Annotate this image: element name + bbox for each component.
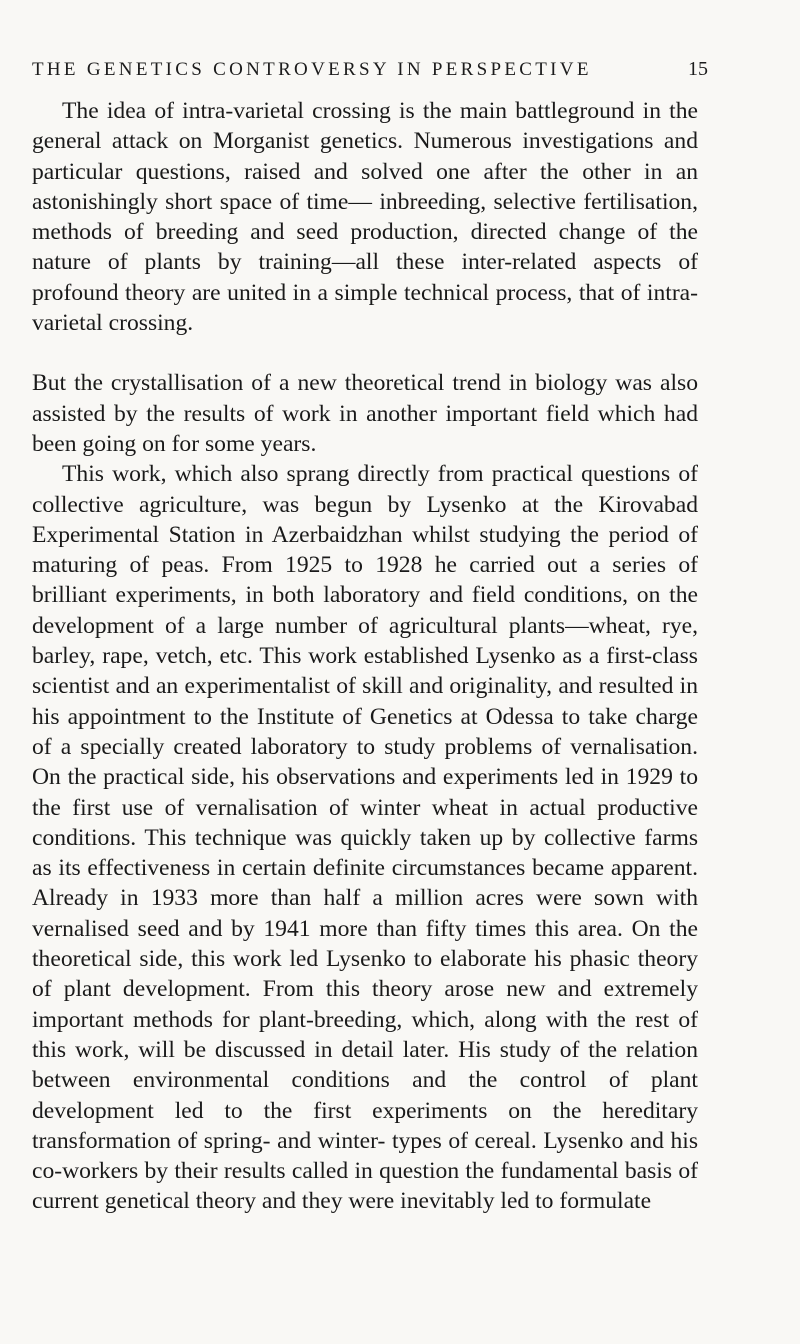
page-number: 15 — [688, 58, 708, 80]
paragraph-lysenko-vernalisation: This work, which also sprang directly from practical questions of collective agriculture, was begun by Lysenko at the Kirovabad Experimental Station in Azerbaidzhan whilst studying the period of maturing of peas. From 1925 to 1928 he carried out a series of brilliant experiments, in both laboratory and field conditions, on the development of a large number of agricultural plants—wheat, rye, barley, rape, vetch, etc. This work established Lysenko as a first-class scientist and an experimentalist of skill and originality, and resulted in his appointment to the Institute of Genetics at Odessa to take charge of a specially created laboratory to study problems of vernalisation. On the practical side, his observations and experiments led in 1929 to the first use of vernalisation of winter wheat in actual productive conditions. This technique was quickly taken up by collective farms as its effectiveness in certain definite circumstances became apparent. Already in 1933 more than half a million acres were sown with vernalised seed and by 1941 more than fifty times this area. On the theoretical side, this work led Lysenko to elaborate his phasic theory of plant development. From this theory arose new and extremely important methods for plant-breeding, which, along with the rest of this work, will be discussed in detail later. His study of the relation between environmental conditions and the control of plant development led to the first experiments on the hereditary transformation of spring- and winter- types of cereal. Lysenko and his co-workers by their results called in question the fundamental basis of current genetical theory and they were inevitably led to formulate — [32, 461, 698, 1215]
paragraph-crystallisation: But the crystallisation of a new theoretical trend in biology was also assisted by the results of work in another important field which had been going on for some years. — [32, 370, 698, 457]
running-head-title: THE GENETICS CONTROVERSY IN PERSPECTIVE — [32, 59, 592, 80]
running-head — [32, 58, 708, 81]
body-text — [32, 96, 698, 1217]
paragraph-intra-varietal-crossing: The idea of intra-varietal crossing is the main battleground in the general attack on Morganist genetics. Numerous investigations and particular questions, raised and solved one after the other in an astonishingly short space of time— inbreeding, selective fertilisation, methods of breeding and seed production, directed change of the nature of plants by training—all these inter-related aspects of profound theory are united in a simple technical process, that of intra-varietal crossing. — [32, 98, 698, 337]
